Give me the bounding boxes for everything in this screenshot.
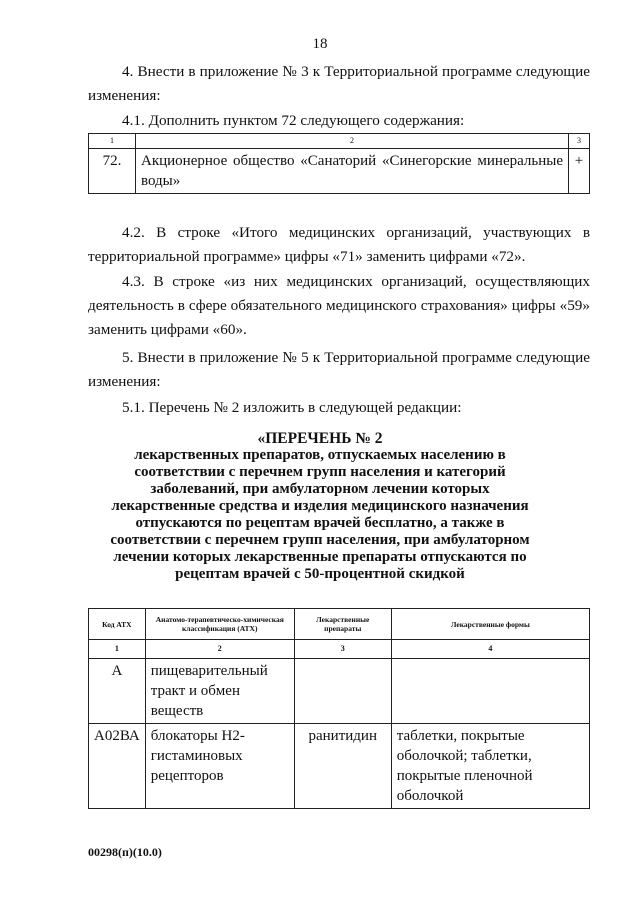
list-title [100, 430, 540, 583]
table-drug-list [88, 608, 590, 809]
page-number: 18 [312, 36, 328, 52]
header-cell: 2 [136, 134, 569, 149]
header-cell: Лекарственные препараты [294, 609, 391, 640]
table-header-row [89, 134, 590, 149]
row-number: 72. [89, 149, 136, 194]
participation-mark: + [569, 149, 590, 194]
paragraph-item-5: 5. Внести в приложение № 5 к Территориальной программе следующие изменения: [88, 349, 590, 390]
atc-class: блокаторы Н2-гистаминовых рецепторов [145, 724, 294, 809]
header-cell: Код АТХ [89, 609, 146, 640]
drug-name [294, 659, 391, 724]
drug-form: таблетки, покрытые оболочкой; таблетки, покрытые пленочной оболочкой [391, 724, 589, 809]
column-number: 3 [294, 640, 391, 659]
drug-name: ранитидин [294, 724, 391, 809]
list-title-body: лекарственных препаратов, отпускаемых населению в соответствии с перечнем групп населения и категорий заболеваний, при амбулаторном лечении которых лекарственные средства и изделия медицинского назначения отпускаются по рецептам врачей бесплатно, а также в соответствии с перечнем групп населения, при амбулаторном лечении которых лекарственные препараты отпускаются по рецептам врачей с 50-процентной скидкой [110, 447, 530, 582]
table-header-row [89, 609, 590, 640]
paragraph-item-5-1: 5.1. Перечень № 2 изложить в следующей редакции: [122, 399, 462, 416]
drug-form [391, 659, 589, 724]
column-number: 1 [89, 640, 146, 659]
organization-name: Акционерное общество «Санаторий «Синегорские минеральные воды» [136, 149, 569, 194]
atc-code: А02ВА [89, 724, 146, 809]
paragraph-item-4-1: 4.1. Дополнить пунктом 72 следующего содержания: [122, 112, 465, 129]
paragraph-item-4-3: 4.3. В строке «из них медицинских организаций, осуществляющих деятельность в сфере обязательного медицинского страхования» цифры «59» заменить цифрами «60». [88, 273, 590, 338]
list-title-heading: «ПЕРЕЧЕНЬ № 2 [257, 430, 383, 447]
column-number-row [89, 640, 590, 659]
table-row [89, 659, 590, 724]
table-amendment-72 [88, 133, 590, 194]
header-cell: Анатомо-терапевтическо-химическая классификация (АТХ) [145, 609, 294, 640]
atc-class: пищеварительный тракт и обмен веществ [145, 659, 294, 724]
table-row [89, 149, 590, 194]
header-cell: Лекарственные формы [391, 609, 589, 640]
column-number: 4 [391, 640, 589, 659]
paragraph-item-4-2: 4.2. В строке «Итого медицинских организаций, участвующих в территориальной программе» цифры «71» заменить цифрами «72». [88, 224, 590, 265]
paragraph-item-4: 4. Внести в приложение № 3 к Территориальной программе следующие изменения: [88, 63, 590, 104]
column-number: 2 [145, 640, 294, 659]
atc-code: А [89, 659, 146, 724]
footer-code: 00298(п)(10.0) [88, 845, 162, 859]
table-row [89, 724, 590, 809]
header-cell: 1 [89, 134, 136, 149]
header-cell: 3 [569, 134, 590, 149]
